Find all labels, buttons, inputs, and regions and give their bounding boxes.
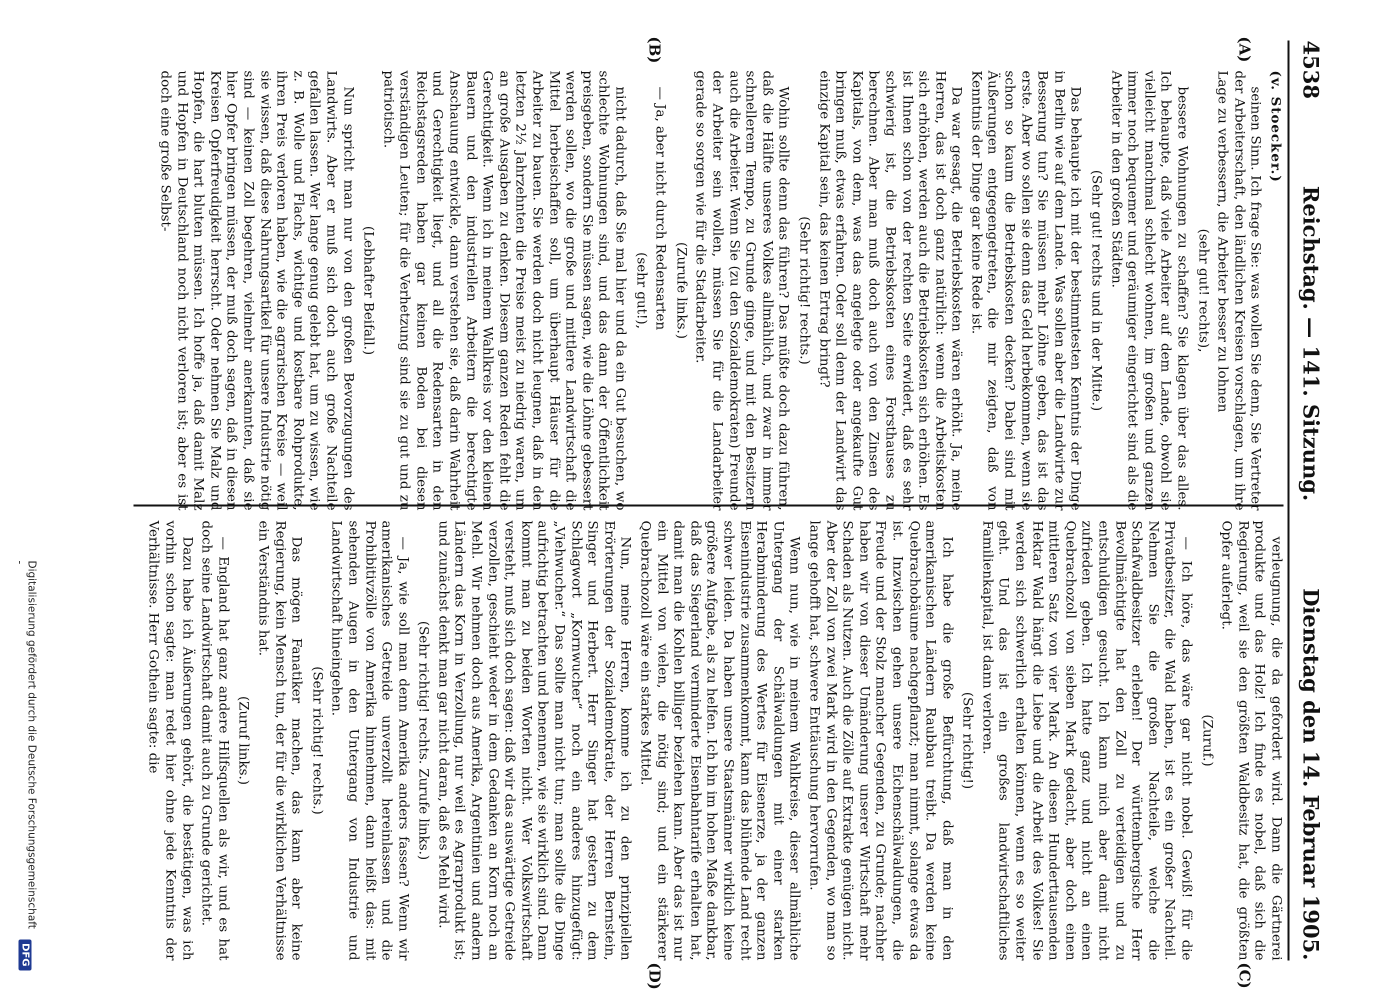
paragraph: — Ja, aber nicht durch Redensarten <box>652 86 668 330</box>
left-column <box>133 70 1283 510</box>
paragraph: verleugnung, die da gefordert wird. Dann die Gärtnerei produkte und das Holz! Ich finde es nobel, daß sich die Regierung, weil sie den größten Waldbesitz hat, die größten Opfer auferlegt. <box>1218 520 1283 960</box>
header-rule <box>1287 40 1289 960</box>
left-column-body <box>155 70 1262 510</box>
paragraph: Nun, meine Herren, komme ich zu den prinzipiellen Erörterungen der Sozialdemokratie, der Herren Bernstein, Singer und Herbert. Herr Singer hat gestern zu dem Schlagwort „Kornwucher“ noch ein anderes hinzugefügt: „Viehwucher.“ Das sollte man nicht tun; man sollte die Dinge aufrichtig betrachten und benennen, wie sie wirklich sind. Dann kommt man zu beiden Worten nicht. Wer Volkswirtschaft versteht, muß sich doch sagen: daß wir das auswärtige Getreide verzollen, geschieht weder in dem Gedanken an Korn noch an Mehl. Wir nehmen doch aus Amerika, Argentinien und andern Ländern das Korn in Verzollung, nur weil es Agrarprodukt ist; und zunächst denkt man gar nicht daran, daß es Mehl wird. <box>434 520 633 960</box>
page-number: 4538 <box>1298 40 1324 99</box>
paragraph: Wohin sollte denn das führen? Das müßte doch dazu führen, daß die Hälfte unseres Volkes allmählich, und zwar in immer schnellerem Tempo, zu Grunde ginge, und mit den Besitzern auch die Arbeiter. Wenn Sie (zu den Sozialdemokraten) Freunde der Arbeiter sein wollen, müssen Sie für die Landarbeiter gerade so sorgen wie für die Stadtarbeiter. <box>692 70 791 510</box>
paragraph: Das behaupte ich mit der bestimmtesten Kenntnis der Dinge in Berlin wie auf dem Lande. Was sollen aber die Landwirte zur Besserung tun? Sie müssen mehr Löhne geben, das ist das erste. Aber wo sollen sie denn das Geld herbekommen, wenn sie schon so kaum die Betriebskosten decken? Dabei sind mit Äußerungen entgegengetreten, die mir zeigten, daß von Kenntnis der Dinge gar keine Rede ist. <box>967 70 1083 510</box>
interjection: (Sehr gut! rechts und in der Mitte.) <box>1088 169 1104 411</box>
paragraph: — Ich höre, das wäre gar nicht nobel. Gewiß! für die Privatbesitzer, die Wald haben, ist es ein großer Nachteil. Nehmen Sie die großen Nachteile, welche die Schafwaldbesitzer erleben! Der württembergische Herr Bevollmächtigte hat den Zoll zu verteidigen und zu entschuldigen gesucht. Ich kann mich aber damit nicht zufrieden geben. Ich hatte ganz und nicht an einen Quebrachozoll von sieben Mark gedacht, aber doch einen mittleren Satz von vier Mark. An diesen Hunderttausenden Hektar Wald hängt die Liebe und die Arbeit des Volkes! Sie werden sich schwerlich erhalten können, wenn es so weiter geht. Und das ist ein großes landwirtschaftliches Familienkapital, ist dann verloren. <box>978 520 1194 960</box>
paragraph: Da war gesagt, die Betriebskosten wären erhöht. Ja, meine Herren, das ist doch ganz natürlich: wenn die Arbeitskosten sich erhöhen, werden auch die Betriebskosten sich erhöhen. Es ist Ihnen schon von der rechten Seite erwidert, daß es sehr schwierig ist, die Betriebskosten eines Forsthauses zu berechnen. Aber man muß doch auch von den Zinsen des Kapitals, von dem, was das angelegte oder angekaufte Gut bringen muß, etwas erfahren. Oder soll denn der Landwirt das einzige Kapital sein, das keinen Ertrag bringt? <box>815 70 964 510</box>
paragraph: Dazu habe ich Äußerungen gehört, die bestätigen, was ich vorhin schon sagte: man redet hier ohne jede Kenntnis der Verhältnisse. Herr Gothein sagte: die <box>145 520 194 960</box>
interjection: (sehr gut!), <box>632 251 648 329</box>
margin-mark-a: (A) <box>1235 36 1253 62</box>
right-column <box>133 520 1283 960</box>
interjection: (Zuruf links.) <box>235 695 251 785</box>
margin-mark-c: (C) <box>1235 962 1253 989</box>
paragraph: bessere Wohnungen zu schaffen? Sie klagen über das alles. Ich behaupte, daß viele Arbeiter auf dem Lande, obwohl sie vielleicht manchmal schlecht wohnen, im großen und ganzen immer noch bequemer und geräumiger eingerichtet sind als die Arbeiter in den großen Städten. <box>1107 70 1190 510</box>
page-header <box>1291 40 1331 960</box>
interjection: (Sehr richtig! rechts.) <box>308 665 324 815</box>
paragraph: — England hat ganz andere Hilfsquellen als wir, und es hat doch seine Landwirtschaft damit auch zu Grunde gerichtet. <box>198 520 230 960</box>
paragraph: seinen Sinn. Ich frage Sie: was wollen Sie denn, Sie Vertreter der Arbeiterschaft, den ländlichen Kreisen vorschlagen, um ihre Lage zu verbessern, die Arbeiter besser zu lohnen <box>1214 70 1263 510</box>
interjection: (Sehr richtig!) <box>959 691 975 789</box>
paragraph: Wenn nun, wie in meinem Wahlkreise, dieser allmähliche Untergang der Schälwaldungen mit einer starken Herabminderung des Wertes für Eisenerze, ja der ganzen Eisenindustrie zusammenkommt, kann das blühende Land recht schwer leiden. Da haben unsere Staatsmänner wirklich keine größere Aufgabe, als zu helfen. Ich bin im hohen Maße dankbar, daß das Siegerland verminderte Eisenbahntarife erhalten hat, damit man die Kohlen billiger beziehen kann. Aber das ist nur ein Mittel von vielen, die nötig sind; und ein stärkerer Quebrachozoll wäre ein starkes Mittel. <box>637 520 802 960</box>
column-divider <box>133 504 1283 506</box>
footer-text: Digitalisierung gefördert durch die Deutsche Forschungsgemeinschaft - <box>13 560 37 929</box>
page-title: Reichstag. — 141. Sitzung. <box>1298 185 1324 501</box>
margin-mark-d: (D) <box>645 962 663 990</box>
interjection: (sehr gut! rechts), <box>1194 228 1210 352</box>
paragraph: nicht dadurch, daß Sie mal hier und da ein Gut besuchen, wo schlechte Wohnungen sind, und das dann der Öffentlichkeit preisgeben, sondern Sie müssen sagen, wie die Löhne gebessert werden sollen, wo die große und mittlere Landwirtschaft die Mittel herbeischaffen soll, um überhaupt Häuser für die Arbeiter zu bauen. Sie werden doch nicht leugnen, daß in den letzten 2½ Jahrzehnten die Preise meist zu niedrig waren, um an große Ausgaben zu denken. Diesem ganzen Reden fehlt die Gerechtigkeit. Wenn ich in meinem Wahlkreis vor den kleinen Bauern und den industriellen Arbeitern die berechtigte Anschauung entwickle, dann verstehen sie, daß darin Wahrheit und Gerechtigkeit liegt, und all die Redensarten in den Reichstagsreden haben gar keinen Boden bei diesen verständigen Leuten; für die Verhetzung sind sie zu gut und zu patriotisch. <box>379 70 628 510</box>
paragraph: — Ja, wie soll man denn Amerika anders fassen? Wenn wir amerikanisches Getreide unverzollt hereinlassen und die Prohibitivzölle von Amerika hinnehmen, dann heißt das: mit sehenden Augen in den Untergang von Industrie und Landwirtschaft hineingehen. <box>328 520 410 960</box>
dfg-logo: DFG <box>19 939 32 970</box>
right-column-body <box>144 520 1283 960</box>
speaker-label: (v. Stoecker.) <box>1267 70 1283 183</box>
paragraph: Das mögen Fanatiker machen, das kann aber keine Regierung, kein Mensch tun, der für die wirklichen Verhältnisse ein Verständnis hat. <box>254 520 304 960</box>
digitization-footer <box>13 560 37 970</box>
interjection: (Lebhafter Beifall.) <box>360 225 376 355</box>
paragraph: Ich habe die große Befürchtung, daß man in den amerikanischen Ländern Raubbau treibt. Da werden keine Quebrachobäume nachgepflanzt; man nimmt, solange etwas da ist. Inzwischen gehen unsere Eichenschälwaldungen, die Freude und der Stolz mancher Gegenden, zu Grunde; nachher haben wir von dieser Umänderung unserer Wirtschaft mehr Schaden als Nutzen. Auch die Zölle auf Extrakte genügen nicht. Aber der Zoll von zwei Mark wird in den Gegenden, wo man so lange gehofft hat, schwere Enttäuschung hervorrufen. <box>805 520 954 960</box>
interjection: (Zuruf.) <box>1198 713 1214 767</box>
margin-mark-b: (B) <box>645 36 663 63</box>
interjection: (Zurufe links.) <box>672 241 688 339</box>
interjection: (Sehr richtig! rechts.) <box>795 215 811 365</box>
paragraph: Nun spricht man nur von den großen Bevorzugungen des Landwirts. Aber er muß sich doch auch große Nachteile gefallen lassen. Wer lange genug gelebt hat, um zu wissen, wie z. B. Wolle und Flachs, wichtige und kostbare Rohprodukte, ihren Preis verloren haben, wie die agrarischen Kreise — weil sie wissen, daß diese Nahrungsartikel für unsere Industrie nötig sind — keinen Zoll begehren, vielmehr anerkannten, daß sie hier Opfer bringen müssen, der muß doch sagen, daß in diesen Kreisen Opferfreudigkeit herrscht. Oder nehmen Sie Malz und Hopfen, die hart bluten müssen. Ich hoffe ja, daß damit Malz und Hopfen in Deutschland noch nicht verloren ist; aber es ist doch eine große Selbst- <box>157 70 355 510</box>
interjection: (Sehr richtig! rechts. Zurufe links.) <box>415 620 431 860</box>
page-date: Dienstag den 14. Februar 1905. <box>1298 587 1324 960</box>
